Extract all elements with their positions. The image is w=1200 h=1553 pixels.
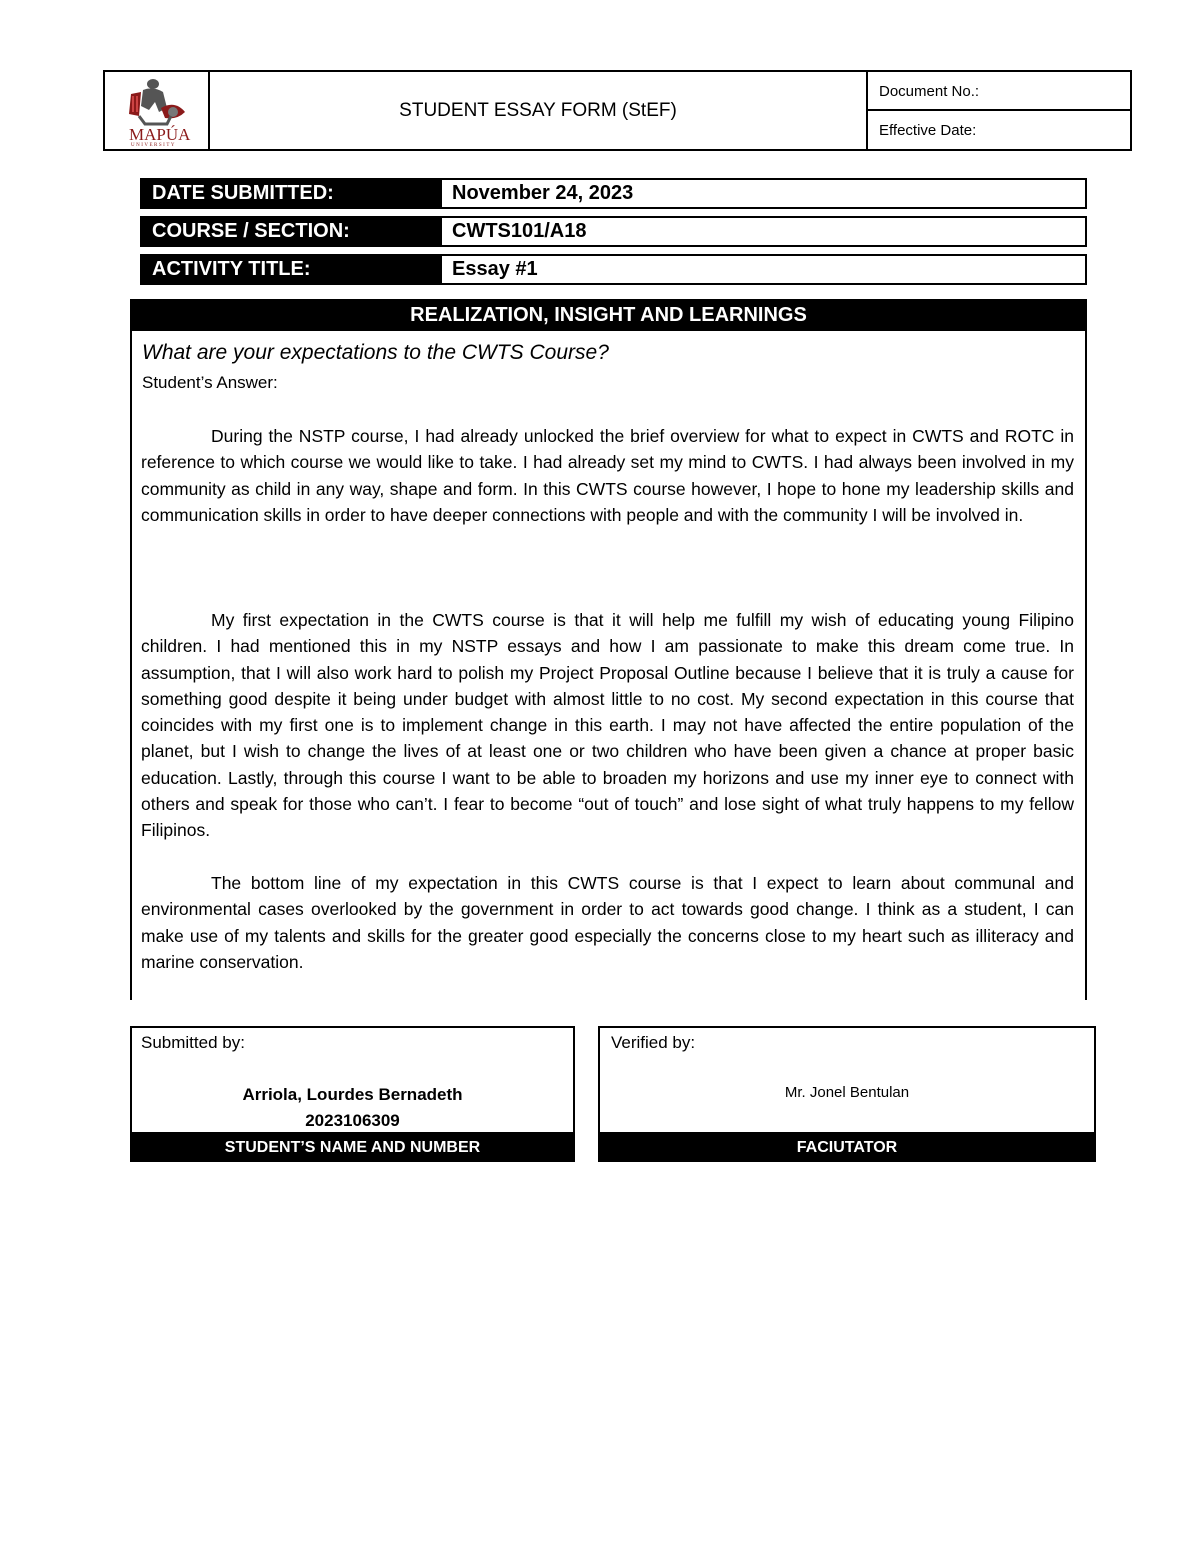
form-title: STUDENT ESSAY FORM (StEF): [210, 72, 868, 149]
facilitator-name: Mr. Jonel Bentulan: [784, 1084, 910, 1101]
university-logo: [105, 72, 206, 149]
verified-by-label: Verified by:: [611, 1033, 696, 1052]
essay-paragraph: My first expectation in the CWTS course is that it will help me fulfill my wish of educating young Filipino children. I had mentioned this in my NSTP essays and how I am passionate to make this dream come true. In assumption, that I will also work hard to polish my Project Proposal Outline because I believe that it is truly a cause for something good despite it being under budget with almost little to no cost. My second expectation in this course that coincides with my first one is to implement change in this earth. I may not have affected the entire population of the planet, but I wish to change the lives of at least one or two children who have been given a chance at proper basic education. Lastly, through this course I want to be able to broaden my horizons and use my inner eye to connect with others and speak for those who can’t. I fear to become “out of touch” and lose sight of what truly happens to my fellow Filipinos.: [141, 610, 1074, 841]
student-name-footer: STUDENT’S NAME AND NUMBER: [130, 1133, 575, 1162]
section-title: REALIZATION, INSIGHT AND LEARNINGS: [130, 299, 1087, 331]
date-submitted-label: DATE SUBMITTED:: [140, 178, 441, 209]
essay-paragraph: The bottom line of my expectation in this CWTS course is that I expect to learn about communal and environmental cases overlooked by the government in order to act towards good change. I think as a student, I can make use of my talents and skills for the greater good especially the concerns close to my heart such as illiteracy and marine conservation.: [141, 873, 1074, 972]
logo-cell: [105, 72, 210, 149]
date-submitted-value: November 24, 2023: [440, 178, 1087, 209]
course-section-label: COURSE / SECTION:: [140, 216, 441, 247]
essay-paragraph: During the NSTP course, I had already unlocked the brief overview for what to expect in CWTS and ROTC in reference to which course we would like to take. I had already set my mind to CWTS. I had always been involved in my community as child in any way, shape and form. In this CWTS course however, I hope to hone my leadership skills and communication skills in order to have deeper connections with people and with the community I will be involved in.: [141, 426, 1074, 525]
essay-question: What are your expectations to the CWTS Course?: [142, 341, 609, 364]
submitted-by-label: Submitted by:: [141, 1033, 245, 1052]
course-section-value: CWTS101/A18: [440, 216, 1087, 247]
answer-label: Student’s Answer:: [142, 373, 278, 392]
effective-date-label: Effective Date:: [879, 122, 977, 139]
logo-subtext: UNIVERSITY: [131, 143, 176, 148]
student-number: 2023106309: [305, 1111, 400, 1130]
activity-title-label: ACTIVITY TITLE:: [140, 254, 441, 285]
student-name: Arriola, Lourdes Bernadeth: [242, 1085, 463, 1104]
form-header: [103, 70, 1132, 151]
facilitator-footer: FACIUTATOR: [598, 1133, 1096, 1162]
logo-wordmark: MAPÚA: [129, 125, 191, 144]
activity-title-value: Essay #1: [440, 254, 1087, 285]
document-no-label: Document No.:: [868, 72, 1130, 111]
